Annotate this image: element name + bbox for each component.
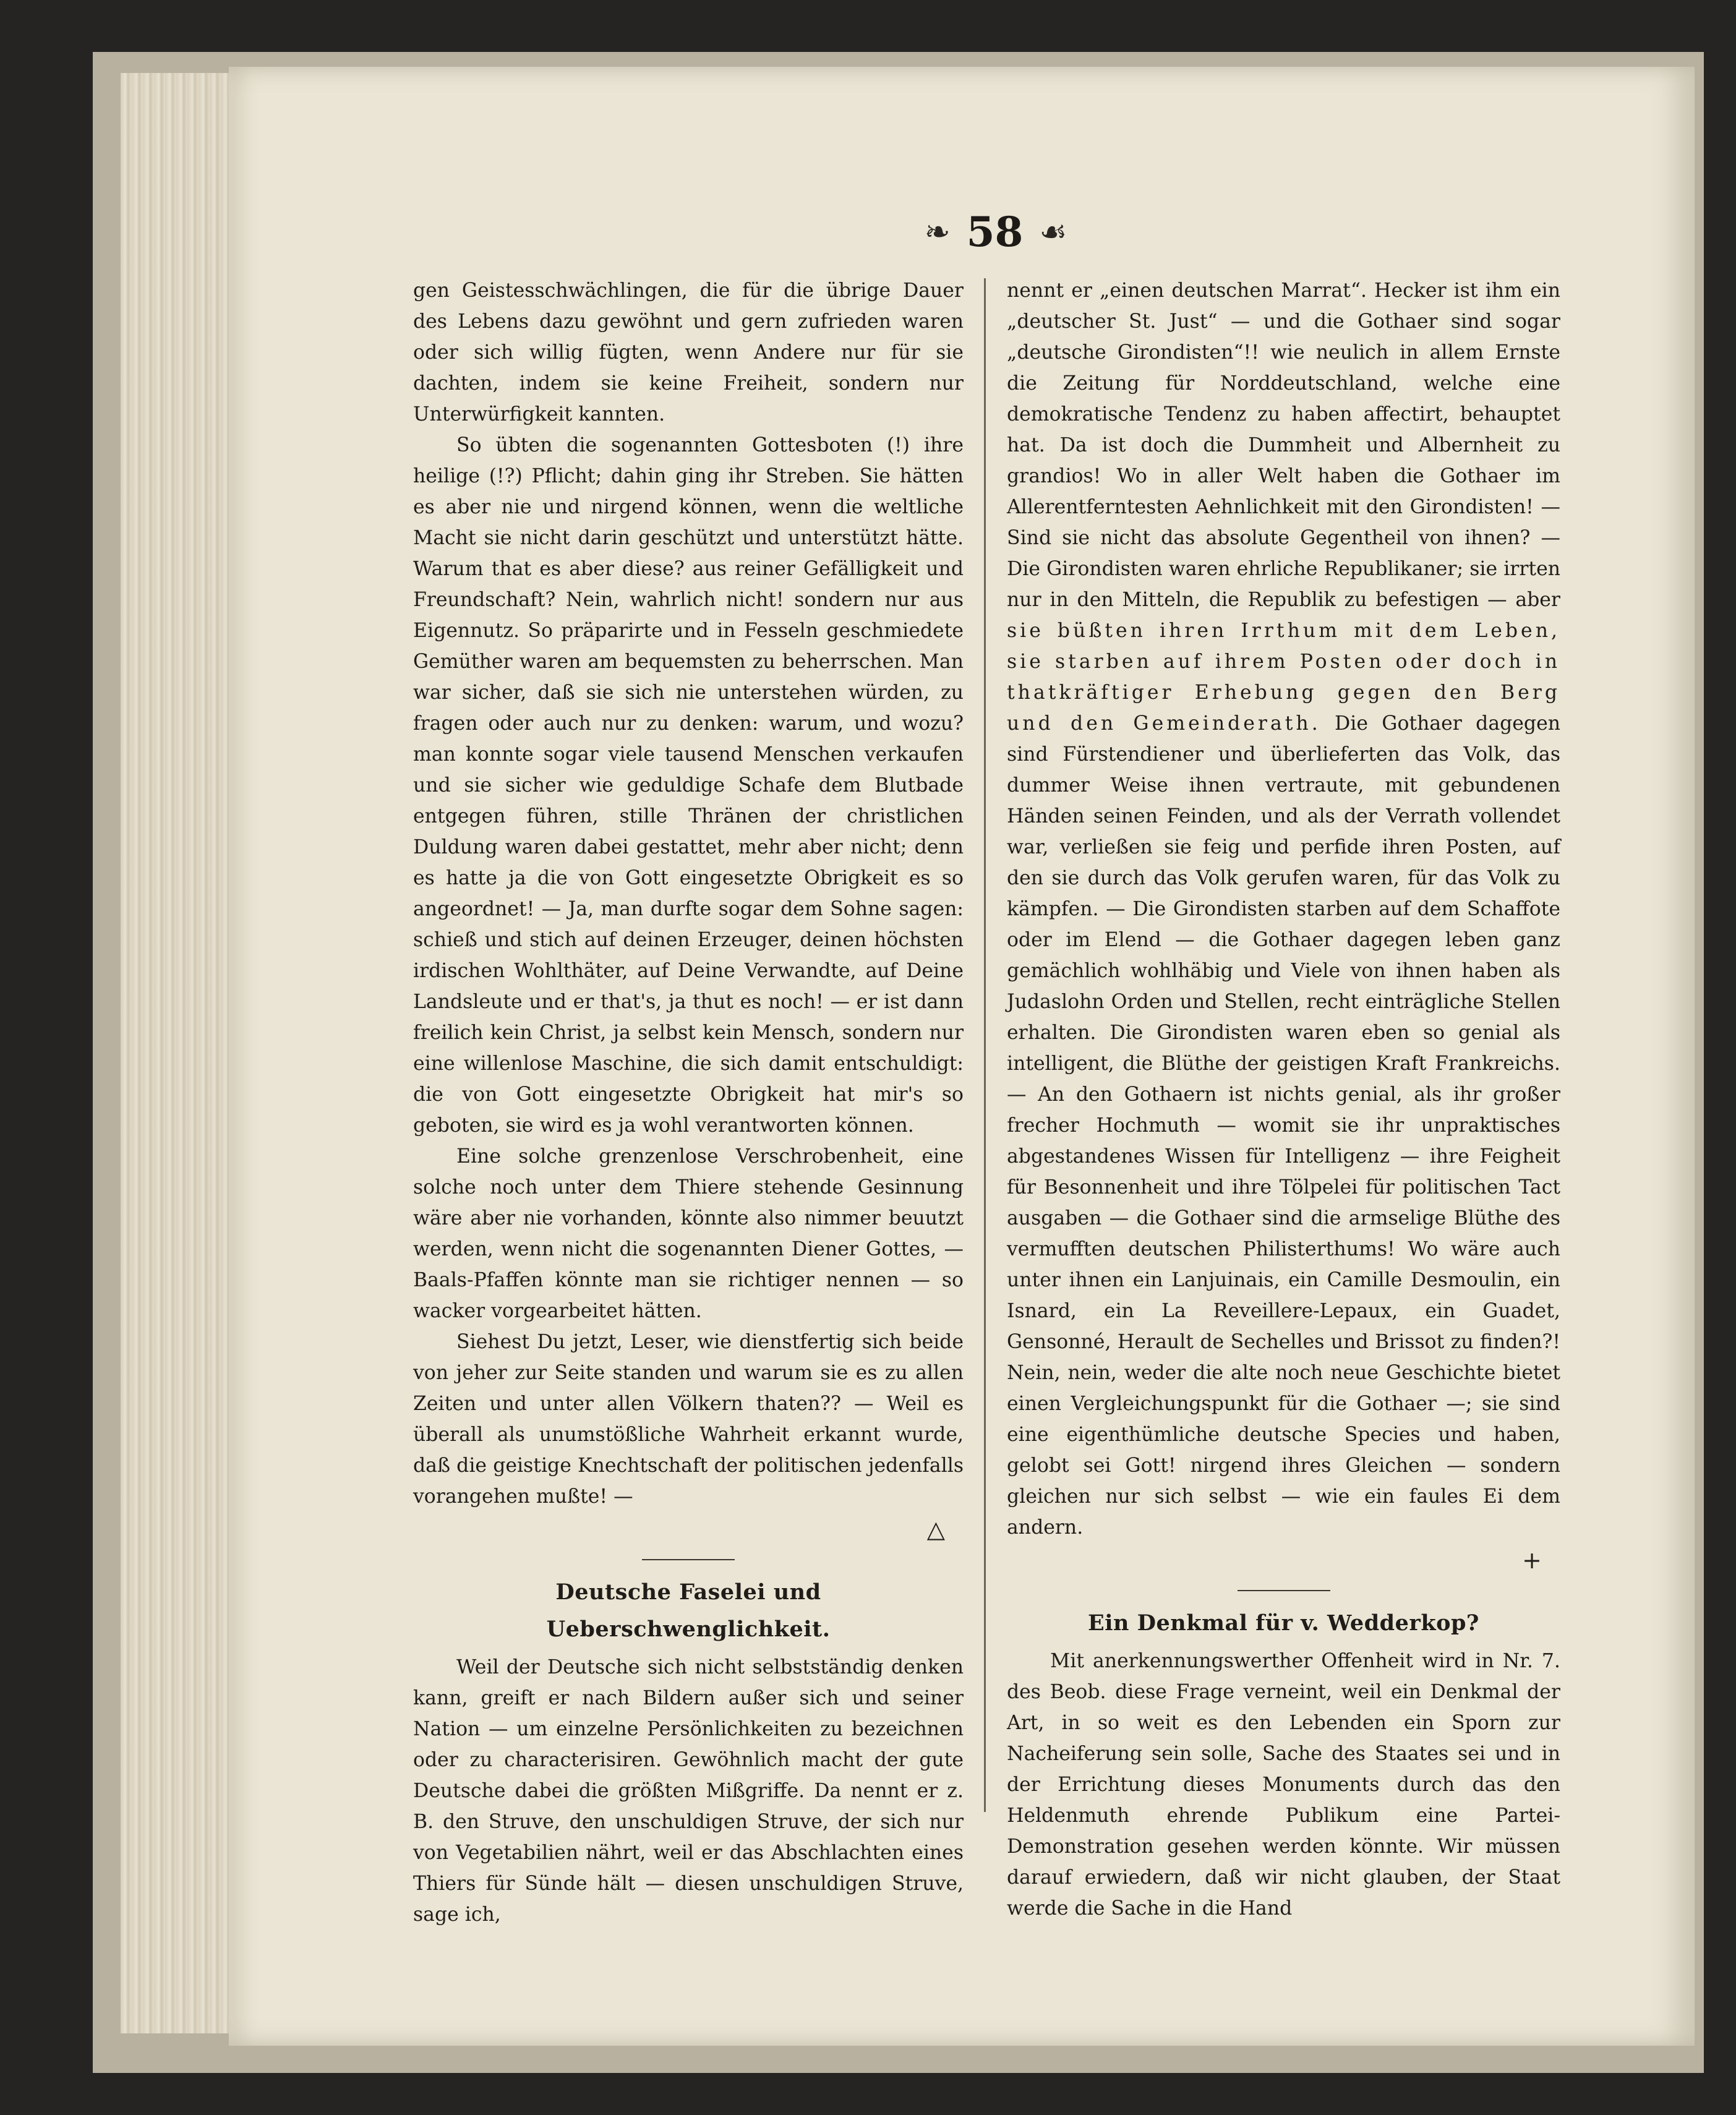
article-signature: + bbox=[1522, 1547, 1542, 1574]
paragraph: Mit anerkennungswerther Offenheit wird in Nr. 7. des Beob. diese Frage verneint, weil ein Denkmal der Art, in so weit es den Lebenden ein Sporn zur Nacheiferung sein solle, Sache des Staates sei und in der Errichtung dieses Monuments durch das den Heldenmuth ehrende Publikum eine Partei-Demonstration gesehen werden könnte. Wir müssen darauf erwiedern, daß wir nicht glauben, der Staat werde die Sache in die Hand bbox=[1007, 1650, 1560, 1920]
ornament-right-icon: ☙ bbox=[1039, 214, 1067, 250]
paragraph-text: Die Gothaer dagegen sind Fürstendiener und überlieferten das Volk, das dummer Weise ihnen vertraute, mit gebundenen Händen seinen Feinden, und als der Verrath vollendet war, verließen sie feig und perfide ihren Posten, auf den sie durch das Volk gerufen waren, für das Volk zu kämpfen. — Die Girondisten starben auf dem Schaffote oder im Elend — die Gothaer dagegen leben ganz gemächlich wohlhäbig und Viele von ihnen haben als Judaslohn Orden und Stellen, recht einträgliche Stellen erhalten. Die Girondisten waren eben so genial als intelligent, die Blüthe der geistigen Kraft Frankreichs. — An den Gothaern ist nichts genial, als ihr großer frecher Hochmuth — womit sie ihr unpraktisches abgestandenes Wissen für Intelligenz — ihre Feigheit für Besonnenheit und ihre Tölpelei für politischen Tact ausgaben — die Gothaer sind die armselige Blüthe des vermufften deutschen Philisterthums! Wo wäre auch unter ihnen ein Lanjuinais, ein Camille Desmoulin, ein Isnard, ein La Reveillere-Lepaux, ein Guadet, Gensonné, Herault de Sechelles und Brissot zu finden?! Nein, nein, weder die alte noch neue Geschichte bietet einen Vergleichungspunkt für die Gothaer —; sie sind eine eigenthümliche deutsche Species und haben, gelobt sei Gott! nirgend ihres Gleichen — sondern gleichen nur sich selbst — wie ein faules Ei dem andern. bbox=[1007, 712, 1561, 1539]
paragraph-text: nennt er „einen deutschen Marrat“. Hecker ist ihm ein „deutscher St. Just“ — und die Gothaer sind sogar „deutsche Girondisten“!! wie neulich in allem Ernste die Zeitung für Norddeutschland, welche eine demokratische Tendenz zu haben affectirt, behauptet hat. Da ist doch die Dummheit und Albernheit zu grandios! Wo in aller Welt haben die Gothaer im Allerentferntesten Aehnlichkeit mit den Girondisten! — Sind sie nicht das absolute Gegentheil von ihnen? — Die Girondisten waren ehrliche Republikaner; sie irrten nur in den Mitteln, die Republik zu befestigen — aber bbox=[1007, 280, 1560, 611]
paragraph bbox=[1007, 275, 1560, 1543]
article-heading: Ein Denkmal für v. Wedderkop? bbox=[1088, 1610, 1479, 1636]
paragraph: Eine solche grenzenlose Verschrobenheit, eine solche noch unter dem Thiere stehende Gesinnung wäre aber nie vorhanden, könnte also nimmer beuutzt werden, wenn nicht die sogenannten Diener Gottes, — Baals-Pfaffen könnte man sie richtiger nennen — so wacker vorgearbeitet hätten. bbox=[413, 1145, 964, 1322]
paragraph: So übten die sogenannten Gottesboten (!) ihre heilige (!?) Pflicht; dahin ging ihr Streben. Sie hätten es aber nie und nirgend können, wenn die weltliche Macht sie nicht darin geschützt und unterstützt hätte. Warum that es aber diese? aus reiner Gefälligkeit und Freundschaft? Nein, wahrlich nicht! sondern nur aus Eigennutz. So präparirte und in Fesseln geschmiedete Gemüther waren am bequemsten zu beherrschen. Man war sicher, daß sie sich nie unterstehen würden, zu fragen oder auch nur zu denken: warum, und wozu? man konnte sogar viele tausend Menschen verkaufen und sie sicher wie geduldige Schafe dem Blutbade entgegen führen, stille Thränen der christlichen Duldung waren dabei gestattet, mehr aber nicht; denn es hatte ja die von Gott eingesetzte Obrigkeit es so angeordnet! — Ja, man durfte sogar dem Sohne sagen: schieß und stich auf deinen Erzeuger, deinen höchsten irdischen Wohlthäter, auf Deine Verwandte, auf Deine Landsleute und er that's, ja thut es noch! — er ist dann freilich kein Christ, ja selbst kein Mensch, sondern nur eine willenlose Maschine, die sich damit entschuldigt: die von Gott eingesetzte Obrigkeit hat mir's so geboten, sie wird es ja wohl verantworten können. bbox=[413, 434, 964, 1137]
page-number: 58 bbox=[966, 208, 1024, 256]
book-page-edges bbox=[121, 73, 238, 2033]
left-column bbox=[413, 275, 964, 1930]
page-header bbox=[853, 207, 1138, 257]
paragraph: Siehest Du jetzt, Leser, wie dienstfertig sich beide von jeher zur Seite standen und warum sie es zu allen Zeiten und unter allen Völkern thaten?? — Weil es überall als unumstößliche Wahrheit erkannt wurde, daß die geistige Knechtschaft der politischen jedenfalls vorangehen mußte! — bbox=[413, 1331, 964, 1508]
paragraph: Weil der Deutsche sich nicht selbstständig denken kann, greift er nach Bildern außer sich und seiner Nation — um einzelne Persönlichkeiten zu bezeichnen oder zu characterisiren. Gewöhnlich macht der gute Deutsche dabei die größten Mißgriffe. Da nennt er z. B. den Struve, den unschuldigen Struve, der sich nur von Vegetabilien nährt, weil er das Abschlachten eines Thiers für Sünde hält — diesen unschuldigen Struve, sage ich, bbox=[413, 1656, 964, 1926]
ornament-left-icon: ❧ bbox=[924, 214, 951, 250]
article-separator bbox=[1238, 1590, 1330, 1591]
paragraph: gen Geistesschwächlingen, die für die übrige Dauer des Lebens dazu gewöhnt und gern zufrieden waren oder sich willig fügten, wenn Andere nur für sie dachten, indem sie keine Freiheit, sondern nur Unterwürfigkeit kannten. bbox=[413, 280, 964, 425]
spaced-text: sie büßten ihren Irrthum mit dem Leben, sie starben auf ihrem Posten oder doch in thatkräftiger Erhebung gegen den Berg und den Gemeinderath. bbox=[1007, 620, 1560, 735]
right-column bbox=[1007, 275, 1560, 1924]
column-divider bbox=[984, 278, 986, 1812]
article-separator bbox=[642, 1559, 735, 1560]
article-heading: Deutsche Faselei und Ueberschwenglichkeit. bbox=[546, 1579, 831, 1642]
article-signature: △ bbox=[926, 1516, 945, 1543]
